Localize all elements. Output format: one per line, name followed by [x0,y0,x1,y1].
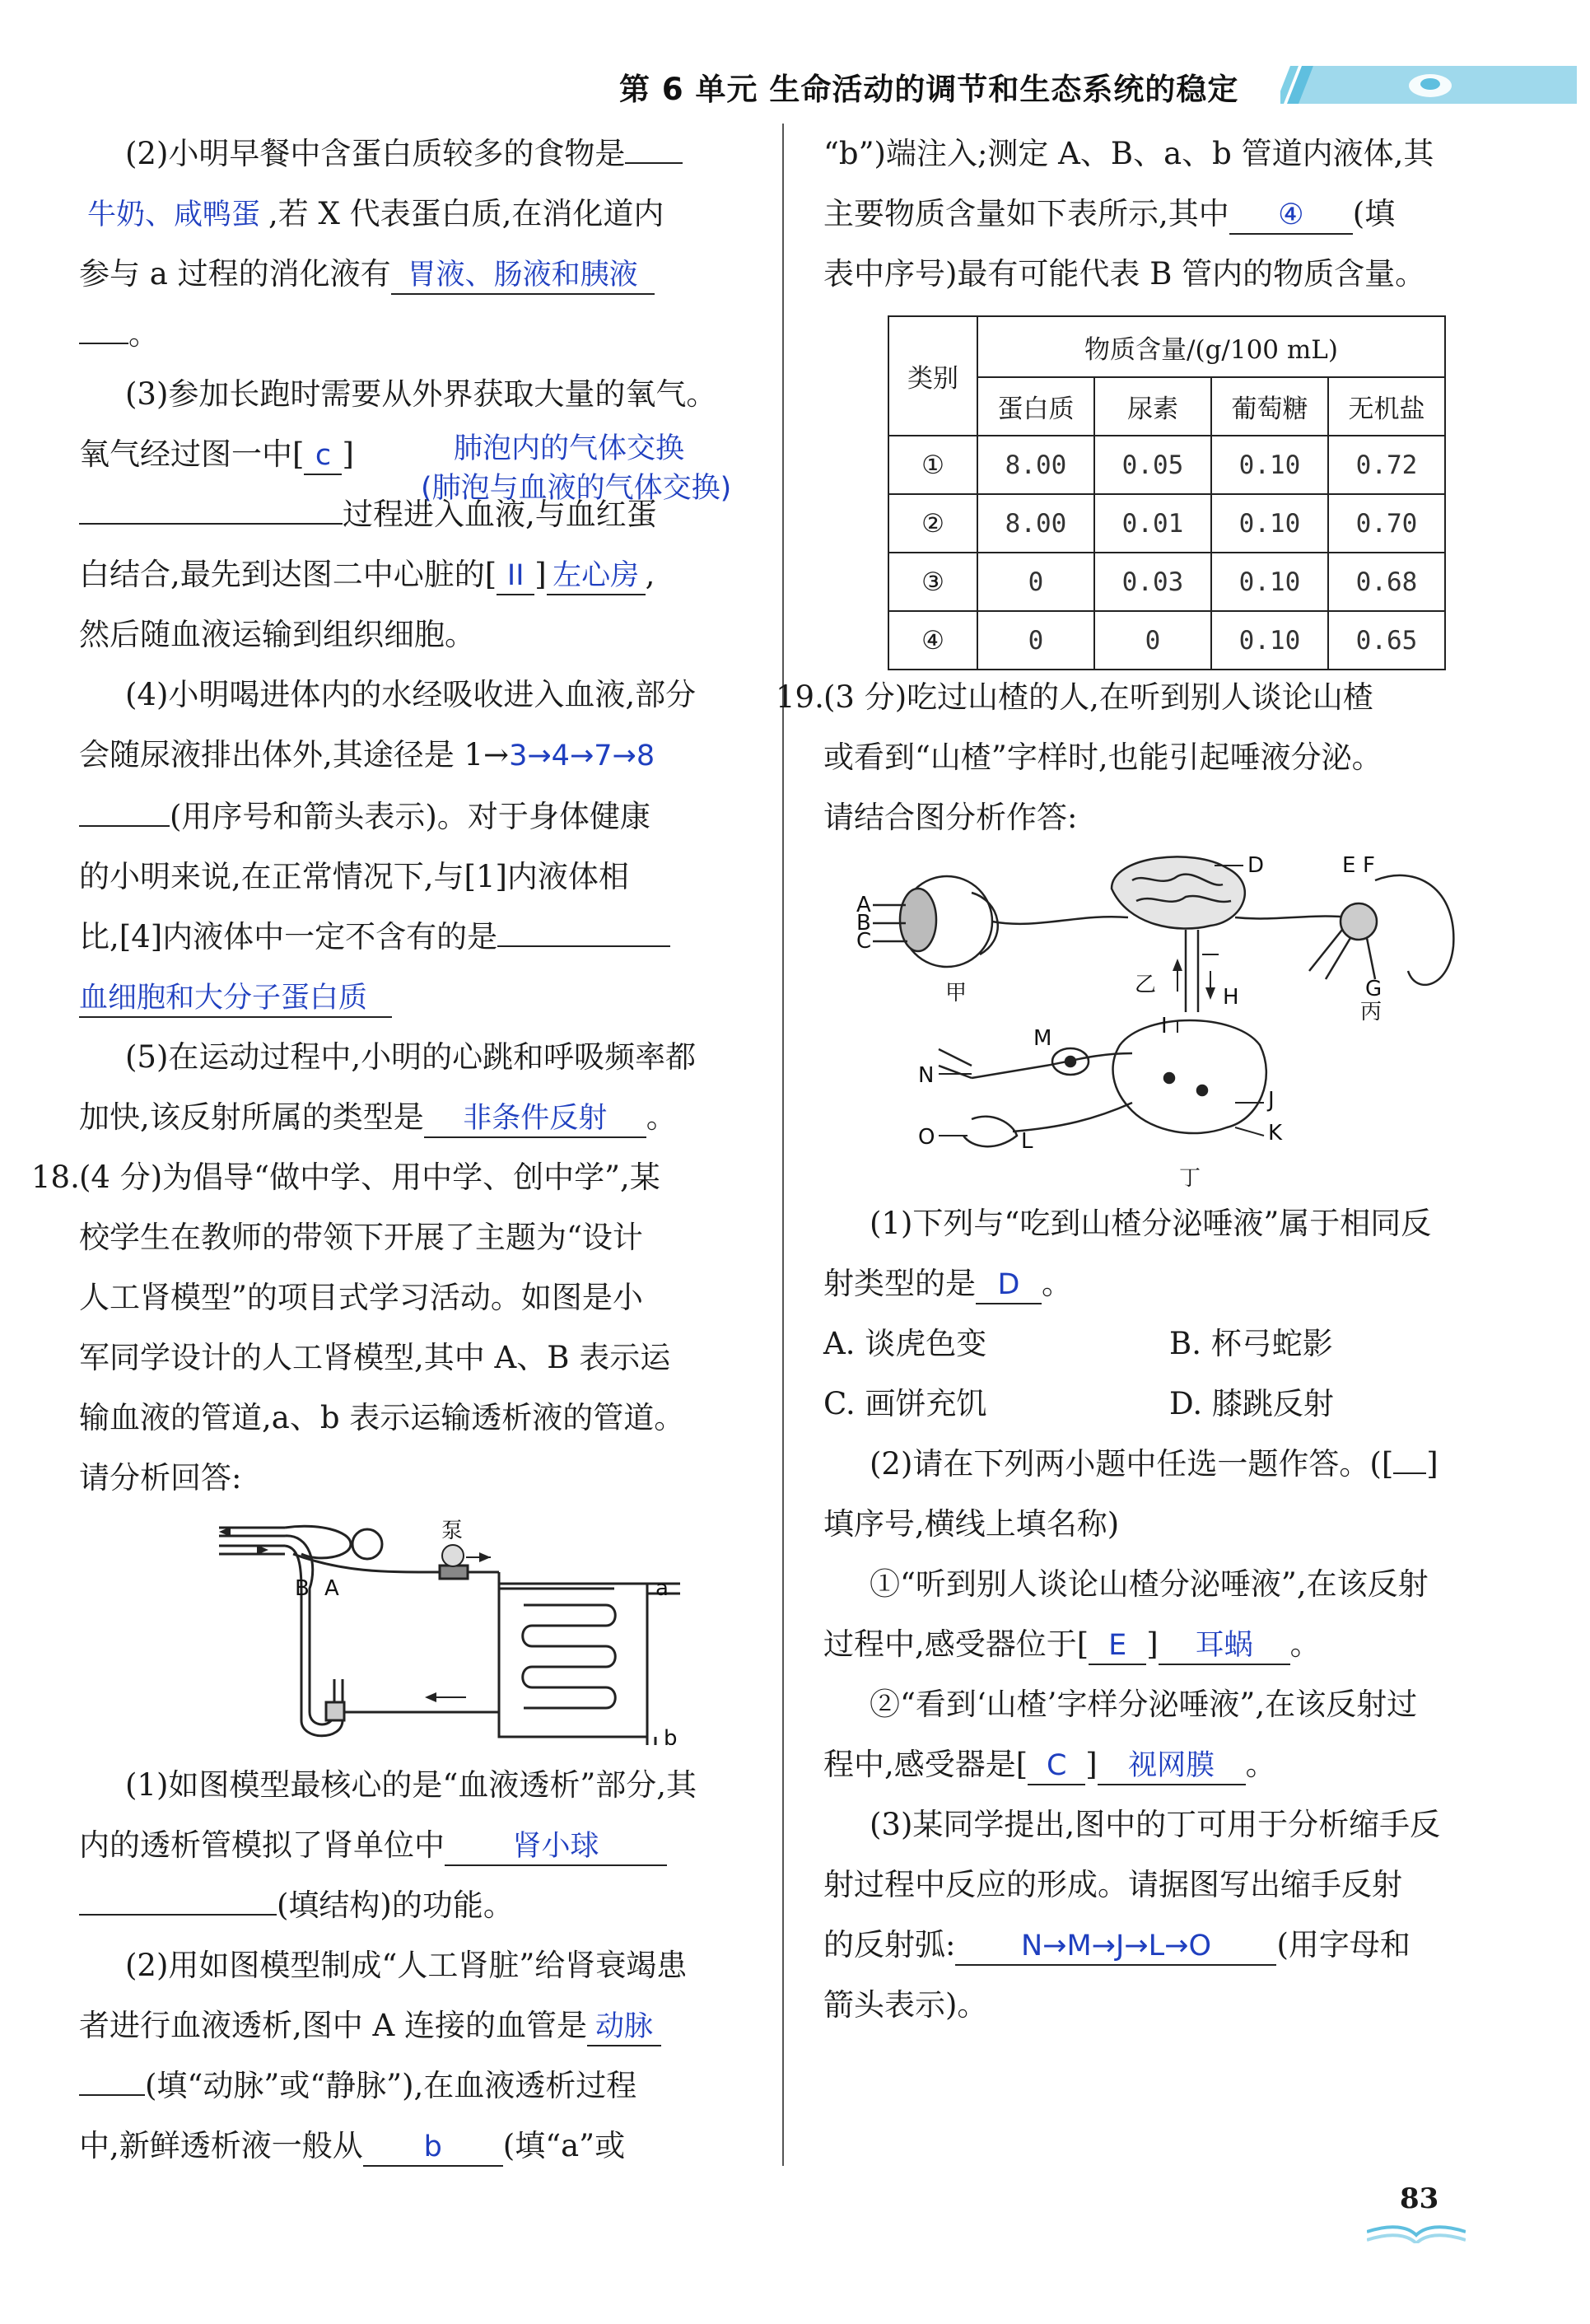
q18-line1: 18. (4 分)为倡导“做中学、用中学、创中学”,某 [79,1147,758,1207]
label-fig-jia: 甲 [945,981,968,1006]
option-D: D. 膝跳反射 [1169,1386,1334,1421]
q19-s1-line2: 射类型的是 D 。 [823,1253,1490,1314]
q18-line2: 校学生在教师的带领下开展了主题为“设计 [79,1220,643,1255]
reflex-figure [848,856,1474,1193]
page-header [0,59,1590,110]
q5-line2: 加快,该反射所属的类型是 非条件反射 。 [79,1087,758,1147]
kidney-figure-spacer [79,1508,758,1755]
q19-s2a-line2: 过程中,感受器位于[ E ] 耳蜗 。 [823,1614,1490,1674]
answer-q3-process: 肺泡内的气体交换 [454,432,685,465]
answer-q3-process-alt: (肺泡与血液的气体交换) [421,472,732,505]
header-decoration [1280,66,1577,104]
q18-s1-line1: (1)如图模型最核心的是“血液透析”部分,其 [125,1767,697,1803]
artificial-kidney-figure [219,1514,746,1745]
table-cell: 0.10 [1211,494,1328,553]
table-row [888,553,1445,611]
table-row-id: ② [888,494,977,553]
label-fig-E: E [1342,856,1356,878]
reflex-figure-spacer [823,847,1490,1193]
table-cell: 8.00 [977,436,1094,494]
label-fig-J: J [1268,1088,1275,1113]
table-cell: 0.68 [1328,553,1445,611]
label-fig-A: A [856,893,871,917]
q18-line3: 人工肾模型”的项目式学习活动。如图是小 [79,1280,643,1315]
table-col-header: 尿素 [1094,377,1211,436]
q18-number: 18. [31,1160,80,1195]
q2-line3: 参与 a 过程的消化液有 胃液、肠液和胰液 [79,244,758,304]
table-cell: 0.72 [1328,436,1445,494]
table-row [888,436,1445,494]
label-fig-bing: 丙 [1360,1000,1383,1024]
q18-s2-line3: (填“动脉”或“静脉”),在血液透析过程 [79,2056,758,2116]
column-divider [782,124,784,2166]
answer-q18-structure: 肾小球 [512,1830,599,1863]
q19-s2a-line1: ①“听到别人谈论山楂分泌唾液”,在该反射 [870,1566,1429,1602]
q2-line1: (2)小明早餐中含蛋白质较多的食物是 [79,124,758,184]
q19-s3-line4: 箭头表示)。 [823,1987,988,2023]
table-row-id: ① [888,436,977,494]
table-col-header: 无机盐 [1328,377,1445,436]
q18-line4: 军同学设计的人工肾模型,其中 A、B 表示运 [79,1340,671,1375]
q19-s2b-line1: ②“看到‘山楂’字样分泌唾液”,在该反射过 [870,1687,1418,1722]
answer-table-row: ④ [1278,198,1304,231]
q5-line1: (5)在运动过程中,小明的心跳和呼吸频率都 [125,1039,697,1075]
table-cell: 0.65 [1328,611,1445,670]
label-fig-N: N [918,1063,935,1088]
q18-s2-line2: 者进行血液透析,图中 A 连接的血管是 动脉 [79,1995,758,2056]
q4-line2: 会随尿液排出体外,其途径是 1→3→4→7→8 [79,737,655,772]
q19-s2b-line2: 程中,感受器是[ C ] 视网膜 。 [823,1734,1490,1794]
right-column-q19 [776,667,1490,2035]
table-cell: 0.05 [1094,436,1211,494]
table-col-header: 蛋白质 [977,377,1094,436]
q19-s2-line1: (2)请在下列两小题中任选一题作答。([ ] [870,1446,1438,1482]
q19-s3-line3: 的反射弧: N→M→J→L→O (用字母和 [823,1915,1490,1975]
label-a: a [655,1576,669,1601]
table-cell: 0.10 [1211,553,1328,611]
q2-line4: 。 [79,304,758,364]
q19-s3-line2: 射过程中反应的形成。请据图写出缩手反射 [823,1867,1402,1902]
answer-q3-letter: c [315,439,332,472]
answer-q18-end: b [423,2130,442,2163]
answer-q4-path: 3→4→7→8 [509,740,655,772]
q4-line5: 比,[4]内液体中一定不含有的是 [79,907,758,967]
q2-line2: 牛奶、咸鸭蛋 ,若 X 代表蛋白质,在消化道内 [86,196,664,231]
q4-line4: 的小明来说,在正常情况下,与[1]内液体相 [79,859,629,894]
answer-q2-food: 牛奶、咸鸭蛋 [86,198,260,231]
q3-line1: (3)参加长跑时需要从外界获取大量的氧气。 [125,376,717,412]
label-b: b [664,1726,678,1745]
substance-table [888,315,1446,670]
label-fig-F: F [1363,856,1375,878]
table-row [888,494,1445,553]
q18-line6: 请分析回答: [79,1460,242,1496]
label-pump: 泵 [441,1519,464,1543]
q18-s2-line4: 中,新鲜透析液一般从 b (填“a”或 [79,2116,758,2176]
table-row-id: ③ [888,553,977,611]
q19-line1: 19. (3 分)吃过山楂的人,在听到别人谈论山楂 [823,667,1490,727]
label-fig-G: G [1365,977,1383,1001]
table-group-header: 物质含量/(g/100 mL) [977,316,1445,377]
q19-options-2 [823,1374,1490,1434]
q18-s1-line3: (填结构)的功能。 [79,1875,758,1935]
option-B: B. 杯弓蛇影 [1169,1326,1333,1361]
cont-line2: 主要物质含量如下表所示,其中 ④ (填 [823,184,1490,244]
q3-line3: 过程进入血液,与血红蛋 [79,484,758,544]
q18-s2-line1: (2)用如图模型制成“人工肾脏”给肾衰竭患 [125,1948,688,1983]
book-icon [1367,2224,1466,2243]
label-fig-C: C [856,929,872,954]
q19-options-1 [823,1314,1490,1374]
answer-q18-vessel: 动脉 [595,2010,654,2043]
answer-q19-receptor-2: C [1046,1749,1067,1782]
label-fig-M: M [1033,1026,1052,1051]
label-fig-B: B [856,911,871,936]
label-fig-H: H [1223,985,1239,1010]
table-cell: 0 [1094,611,1211,670]
table-row-id: ④ [888,611,977,670]
q4-line6 [79,967,758,1027]
label-A: A [324,1576,339,1601]
label-fig-I: I [1161,1014,1168,1038]
label-fig-ding: 丁 [1179,1166,1201,1191]
option-A: A. 谈虎色变 [823,1326,987,1361]
label-fig-O: O [918,1125,935,1150]
q3-line5: 然后随血液运输到组织细胞。 [79,617,475,652]
q19-s3-line1: (3)某同学提出,图中的丁可用于分析缩手反 [870,1807,1441,1842]
table-cell: 0.10 [1211,611,1328,670]
q4-line3: (用序号和箭头表示)。对于身体健康 [79,786,758,847]
table-cell: 8.00 [977,494,1094,553]
answer-q5-reflex: 非条件反射 [463,1102,608,1135]
q18-s1-line2: 内的透析管模拟了肾单位中 肾小球 [79,1815,758,1875]
q19-number: 19. [776,679,824,715]
answer-q4-absent: 血细胞和大分子蛋白质 [79,982,368,1015]
table-cell: 0 [977,611,1094,670]
answer-q19-receptor-1: E [1108,1629,1127,1662]
q19-s1-line1: (1)下列与“吃到山楂分泌唾液”属于相同反 [870,1206,1432,1241]
table-cell: 0 [977,553,1094,611]
table-corner: 类别 [888,316,977,436]
cont-line1: “b”)端注入;测定 A、B、a、b 管道内液体,其 [823,136,1434,171]
table-cell: 0.70 [1328,494,1445,553]
q19-line2: 或看到“山楂”字样时,也能引起唾液分泌。 [823,740,1383,775]
right-column [823,124,1490,304]
left-column [31,124,758,2176]
unit-title: 第 6 单元 生命活动的调节和生态系统的稳定 [619,72,1239,107]
q18-line5: 输血液的管道,a、b 表示运输透析液的管道。 [79,1400,685,1435]
label-fig-K: K [1268,1121,1283,1146]
answer-q3-roman: II [506,559,525,592]
label-B: B [295,1576,310,1601]
answer-q19-receptor-1-name: 耳蜗 [1195,1629,1253,1662]
q4-line1: (4)小明喝进体内的水经吸收进入血液,部分 [125,677,697,712]
q3-line2: 氧气经过图一中[ c ] 肺泡内的气体交换 (肺泡与血液的气体交换) [79,424,758,484]
page-number: 83 [1400,2182,1439,2215]
answer-q19-type: D [997,1268,1020,1301]
answer-q19-receptor-2-name: 视网膜 [1128,1749,1215,1782]
answer-q3-chamber: 左心房 [553,559,640,592]
label-fig-yi: 乙 [1135,973,1157,997]
q3-line4: 白结合,最先到达图二中心脏的[ II ] 左心房 , [79,544,758,604]
table-cell: 0.01 [1094,494,1211,553]
label-fig-L: L [1021,1129,1033,1154]
table-cell: 0.10 [1211,436,1328,494]
answer-q19-arc: N→M→J→L→O [1020,1930,1211,1962]
cont-line3: 表中序号)最有可能代表 B 管内的物质含量。 [823,256,1426,292]
answer-q2-juice: 胃液、肠液和胰液 [407,259,638,292]
q19-line3: 请结合图分析作答: [823,800,1078,835]
option-C: C. 画饼充饥 [823,1386,987,1421]
q19-s2-line2: 填序号,横线上填名称) [823,1506,1120,1542]
table-cell: 0.03 [1094,553,1211,611]
table-row [888,611,1445,670]
label-fig-D: D [1247,856,1265,878]
table-col-header: 葡萄糖 [1211,377,1328,436]
